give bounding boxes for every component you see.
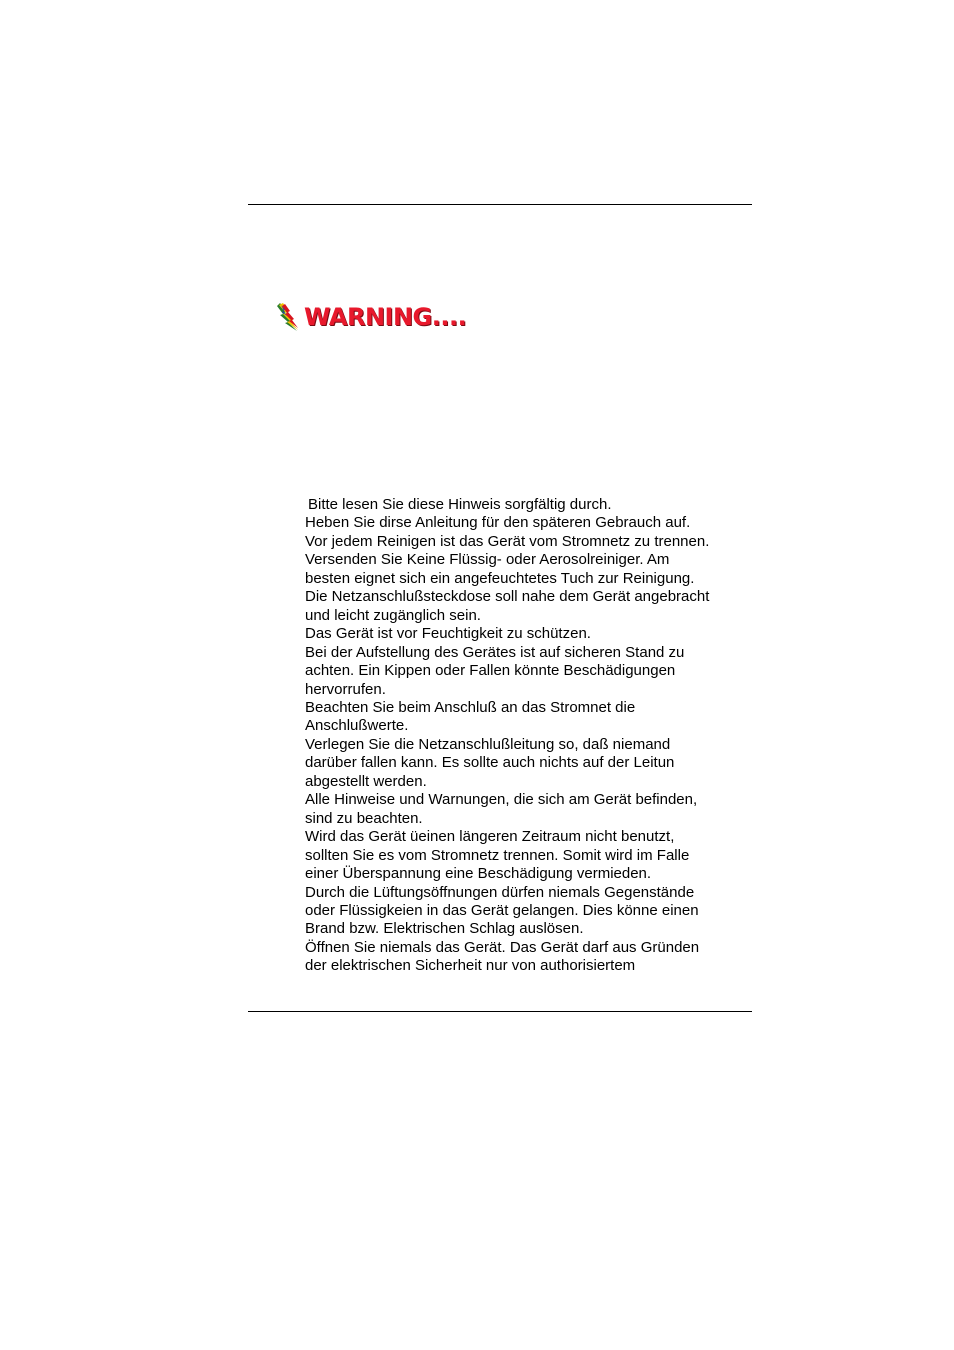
instruction-line: Brand bzw. Elektrischen Schlag auslösen. [305,920,584,938]
instruction-line: hervorrufen. [305,680,386,698]
instruction-line: Verlegen Sie die Netzanschlußleitung so, daß niemand [305,735,671,753]
instruction-line: sollten Sie es vom Stromnetz trennen. Somit wird im Falle [305,846,690,864]
instruction-line: oder Flüssigkeien in das Gerät gelangen. Dies könne einen [305,901,699,919]
footer-rule [248,1011,752,1012]
instruction-line: Versenden Sie Keine Flüssig- oder Aerosolreiniger. Am [305,551,670,569]
instruction-line: der elektrischen Sicherheit nur von authorisiertem [305,957,636,975]
instruction-line: abgestellt werden. [305,772,427,790]
instruction-line: Bitte lesen Sie diese Hinweis sorgfältig durch. [308,496,612,513]
safety-instructions [305,496,755,976]
instruction-line: Anschlußwerte. [305,717,409,735]
instruction-line: Die Netzanschlußsteckdose soll nahe dem Gerät angebracht [305,588,710,606]
instruction-line: Heben Sie dirse Anleitung für den späteren Gebrauch auf. [305,514,691,532]
instruction-line: besten eignet sich ein angefeuchtetes Tuch zur Reinigung. [305,569,695,587]
warning-title: WARNING.... [304,303,467,331]
header-rule [248,204,752,205]
instruction-line: darüber fallen kann. Es sollte auch nichts auf der Leitun [305,754,675,772]
instruction-line: Das Gerät ist vor Feuchtigkeit zu schützen. [305,625,591,643]
warning-heading [276,300,466,334]
instruction-line: einer Überspannung eine Beschädigung vermieden. [305,865,652,883]
instruction-line: und leicht zugänglich sein. [305,606,481,624]
instruction-line: Alle Hinweise und Warnungen, die sich am Gerät befinden, [305,791,698,809]
instruction-line: Vor jedem Reinigen ist das Gerät vom Stromnetz zu trennen. [305,532,710,550]
instruction-line: Wird das Gerät üeinen längeren Zeitraum nicht benutzt, [305,828,675,846]
instruction-line: Beachten Sie beim Anschluß an das Stromnet die [305,698,636,716]
instruction-line: achten. Ein Kippen oder Fallen könnte Beschädigungen [305,662,676,680]
lightning-bolt-icon [276,302,300,332]
instruction-line: sind zu beachten. [305,809,423,827]
instruction-line: Bei der Aufstellung des Gerätes ist auf sicheren Stand zu [305,643,685,661]
instruction-line: Öffnen Sie niemals das Gerät. Das Gerät darf aus Gründen [305,938,700,956]
instruction-line: Durch die Lüftungsöffnungen dürfen niemals Gegenstände [305,883,695,901]
